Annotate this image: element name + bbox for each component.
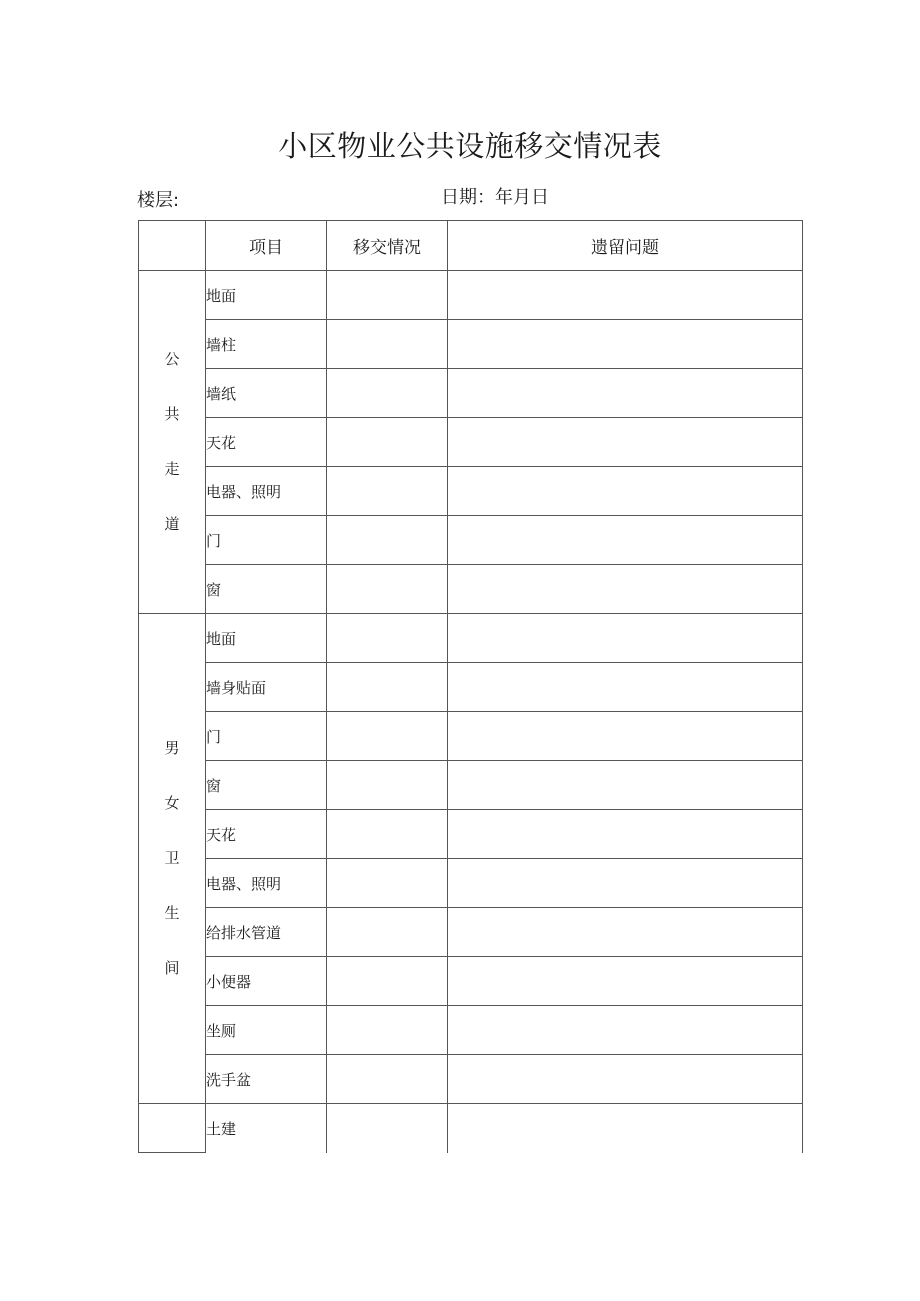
group-char: 生 xyxy=(164,904,180,922)
status-cell[interactable] xyxy=(327,467,448,516)
issues-cell[interactable] xyxy=(448,418,803,467)
issues-cell[interactable] xyxy=(448,761,803,810)
table-row xyxy=(139,859,803,908)
item-cell: 小便器 xyxy=(206,957,327,1006)
status-cell[interactable] xyxy=(327,369,448,418)
header-issues: 遗留问题 xyxy=(448,221,803,271)
header-item: 项目 xyxy=(206,221,327,271)
item-cell: 地面 xyxy=(206,614,327,663)
group-char: 女 xyxy=(164,794,180,812)
issues-cell[interactable] xyxy=(448,614,803,663)
status-cell[interactable] xyxy=(327,663,448,712)
table-row xyxy=(139,369,803,418)
header-group xyxy=(139,221,206,271)
issues-cell[interactable] xyxy=(448,957,803,1006)
status-cell[interactable] xyxy=(327,418,448,467)
status-cell[interactable] xyxy=(327,908,448,957)
status-cell[interactable] xyxy=(327,565,448,614)
handover-table xyxy=(138,220,803,1153)
table-row xyxy=(139,712,803,761)
issues-cell[interactable] xyxy=(448,859,803,908)
status-cell[interactable] xyxy=(327,1006,448,1055)
item-cell: 土建 xyxy=(206,1104,327,1153)
item-cell: 洗手盆 xyxy=(206,1055,327,1104)
table-row xyxy=(139,908,803,957)
header-row xyxy=(139,221,803,271)
floor-label: 楼层: xyxy=(137,190,180,211)
item-cell: 给排水管道 xyxy=(206,908,327,957)
item-cell: 坐厕 xyxy=(206,1006,327,1055)
table-row xyxy=(139,1055,803,1104)
item-cell: 窗 xyxy=(206,761,327,810)
table-row xyxy=(139,1104,803,1153)
table-row xyxy=(139,614,803,663)
group-char: 公 xyxy=(164,350,180,368)
issues-cell[interactable] xyxy=(448,1104,803,1153)
header-status: 移交情况 xyxy=(327,221,448,271)
document-title: 小区物业公共设施移交情况表 xyxy=(278,129,662,163)
group-char: 道 xyxy=(164,515,180,533)
group-char: 间 xyxy=(164,959,180,977)
item-cell: 门 xyxy=(206,516,327,565)
issues-cell[interactable] xyxy=(448,712,803,761)
status-cell[interactable] xyxy=(327,320,448,369)
group-cell-empty xyxy=(139,1104,206,1153)
status-cell[interactable] xyxy=(327,271,448,320)
table-row xyxy=(139,957,803,1006)
group-char: 共 xyxy=(164,405,180,423)
status-cell[interactable] xyxy=(327,516,448,565)
issues-cell[interactable] xyxy=(448,663,803,712)
status-cell[interactable] xyxy=(327,712,448,761)
item-cell: 电器、照明 xyxy=(206,467,327,516)
issues-cell[interactable] xyxy=(448,565,803,614)
item-cell: 天花 xyxy=(206,810,327,859)
status-cell[interactable] xyxy=(327,761,448,810)
date-label: 日期：年月日 xyxy=(441,187,549,208)
item-cell: 墙身贴面 xyxy=(206,663,327,712)
issues-cell[interactable] xyxy=(448,320,803,369)
table-row xyxy=(139,467,803,516)
table-row xyxy=(139,418,803,467)
item-cell: 地面 xyxy=(206,271,327,320)
item-cell: 墙柱 xyxy=(206,320,327,369)
table-row xyxy=(139,271,803,320)
item-cell: 窗 xyxy=(206,565,327,614)
item-cell: 门 xyxy=(206,712,327,761)
issues-cell[interactable] xyxy=(448,1055,803,1104)
table-row xyxy=(139,320,803,369)
table-row xyxy=(139,565,803,614)
group-cell-restrooms xyxy=(139,614,206,1104)
issues-cell[interactable] xyxy=(448,369,803,418)
item-cell: 墙纸 xyxy=(206,369,327,418)
issues-cell[interactable] xyxy=(448,1006,803,1055)
item-cell: 天花 xyxy=(206,418,327,467)
group-cell-public-corridor xyxy=(139,271,206,614)
table-row xyxy=(139,663,803,712)
status-cell[interactable] xyxy=(327,614,448,663)
status-cell[interactable] xyxy=(327,1104,448,1153)
issues-cell[interactable] xyxy=(448,271,803,320)
table-row xyxy=(139,761,803,810)
table-row xyxy=(139,1006,803,1055)
group-char: 卫 xyxy=(164,849,180,867)
table-row xyxy=(139,516,803,565)
item-cell: 电器、照明 xyxy=(206,859,327,908)
group-char: 男 xyxy=(164,739,180,757)
issues-cell[interactable] xyxy=(448,810,803,859)
issues-cell[interactable] xyxy=(448,908,803,957)
status-cell[interactable] xyxy=(327,859,448,908)
status-cell[interactable] xyxy=(327,1055,448,1104)
issues-cell[interactable] xyxy=(448,516,803,565)
status-cell[interactable] xyxy=(327,957,448,1006)
status-cell[interactable] xyxy=(327,810,448,859)
group-char: 走 xyxy=(164,460,180,478)
table-row xyxy=(139,810,803,859)
issues-cell[interactable] xyxy=(448,467,803,516)
